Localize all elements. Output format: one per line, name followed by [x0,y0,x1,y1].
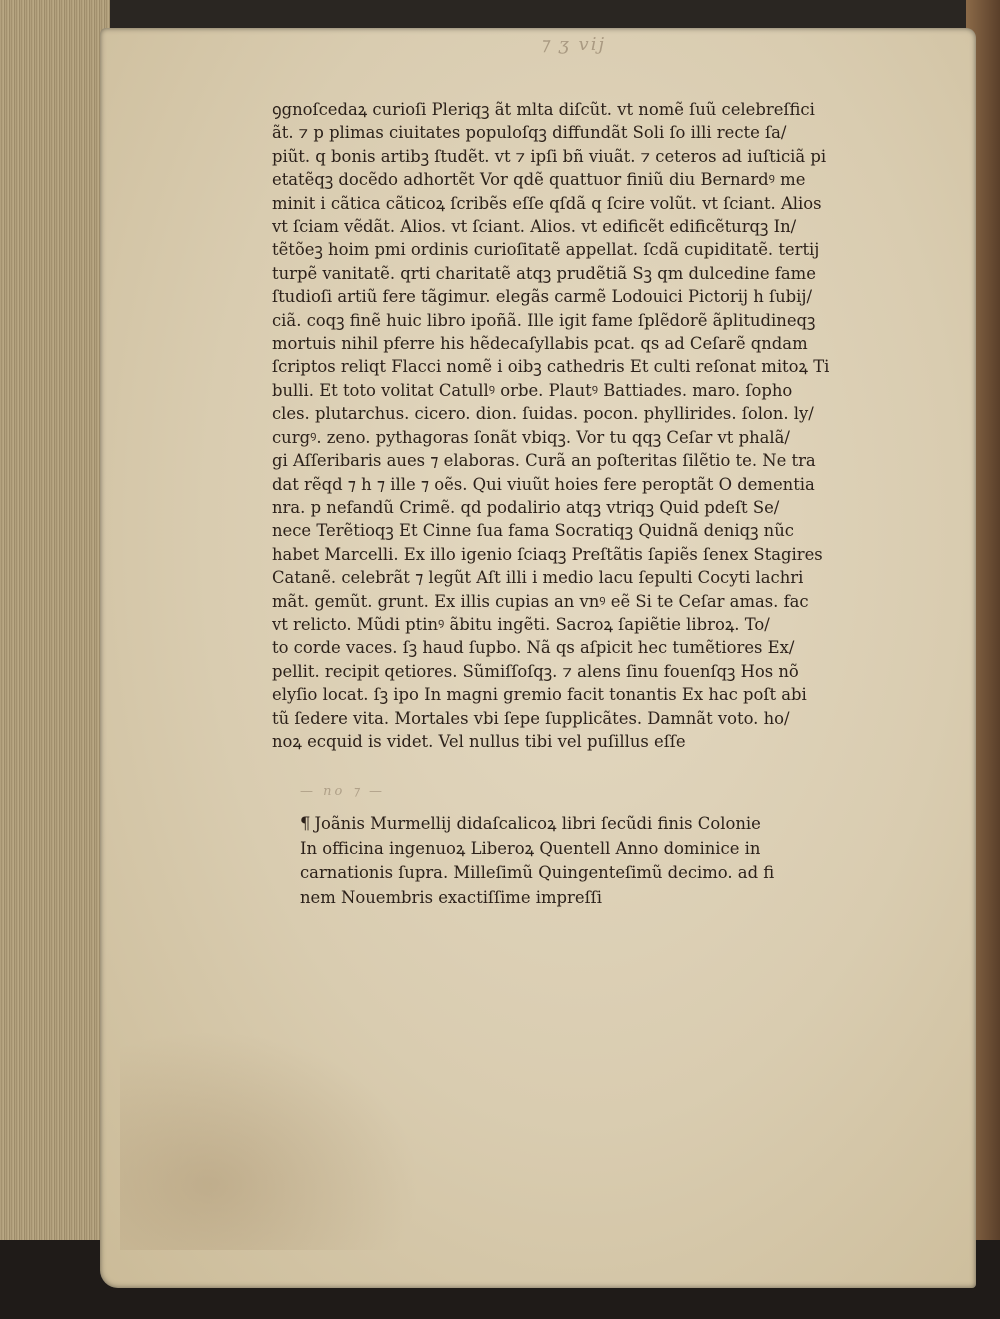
text-line: ciã. coqꝫ finẽ huic libro ipoñã. Ille igit fame ſplẽdorẽ ãplitudineqꝫ [272,310,816,330]
text-line: noꝝ ecquid is videt. Vel nullus tibi vel puſillus eſſe [272,731,686,751]
text-line: curgꝰ. zeno. pythagoras ſonãt vbiqꝫ. Vor tu qqꝫ Ceſar vt phalã/ [272,427,790,447]
colophon-line: nem Nouembris exactiſſime impreſſi [300,887,602,907]
text-line: cles. plutarchus. cicero. dion. ſuidas. pocon. phyllirides. ſolon. ly/ [272,404,814,424]
text-line: tẽtõeꝫ hoim pmi ordinis curioſitatẽ appellat. ſcdã cupiditatẽ. tertij [272,240,820,260]
text-line: nra. p nefandũ Crimẽ. qd podalirio atqꝫ vtriqꝫ Quid pdeſt Se/ [272,497,780,517]
main-text-block [272,98,884,753]
text-line: habet Marcelli. Ex illo igenio ſciaqꝫ Preſtãtis ſapiẽs ſenex Stagires [272,544,823,564]
text-line: minit i cãtica cãticoꝝ ſcribẽs eſſe qſdã q ſcire volũt. vt ſciant. Alios [272,193,822,213]
text-line: mortuis nihil pferre his hẽdecaſyllabis pcat. qs ad Ceſarẽ qndam [272,334,808,354]
text-line: gi Aſſeribaris aues ⁊ elaboras. Curã an poſteritas ſilẽtio te. Ne tra [272,451,816,471]
text-line: nece Terẽtioqꝫ Et Cinne ſua fama Socratiqꝫ Quidnã deniqꝫ nũc [272,521,794,541]
text-line: turpẽ vanitatẽ. qrti charitatẽ atqꝫ prudẽtiã Sꝫ qm dulcedine fame [272,263,816,283]
text-line: elyſio locat. ſꝫ ipo In magni gremio facit tonantis Ex hac poſt abi [272,685,807,705]
text-line: dat rẽqd ⁊ h ⁊ ille ⁊ oẽs. Qui viuũt hoies fere peroptãt O dementia [272,474,815,494]
text-line: ſcriptos reliqt Flacci nomẽ i oibꝫ cathedris Et culti reſonat mitoꝝ Ti [272,357,830,377]
colophon-line: carnationis ſupra. Milleſimũ Quingenteſimũ decimo. ad fi [300,863,775,882]
text-line: etatẽqꝫ docẽdo adhortẽt Vor qdẽ quattuor finiũ diu Bernardꝰ me [272,170,806,190]
text-line: ãt. ⁊ p plimas ciuitates populoſqꝫ diffundãt Soli ſo illi recte ſa/ [272,123,787,143]
text-line: ꝯgnoſcedaꝝ curioſi Pleriqꝫ ãt mlta diſcũt. vt nomẽ ſuũ celebreſfici [272,100,815,119]
pilcrow-icon: ¶ [300,814,311,833]
text-line: piũt. q bonis artibꝫ ſtudẽt. vt ⁊ ipſi bñ viuãt. ⁊ ceteros ad iuſticiã pi [272,146,827,166]
text-line: to corde vaces. ſꝫ haud ſupbo. Nã qs aſpicit hec tumẽtiores Ex/ [272,638,795,658]
colophon-block [300,812,860,910]
colophon-text: Joãnis Murmellij didaſcalicoꝝ libri ſecũdi finis Colonie [314,814,761,833]
book-fore-edge [0,0,110,1319]
faded-handwritten-note: — no ⁊ — [300,784,386,799]
text-line: vt ſciam vẽdãt. Alios. vt ſciant. Alios. vt edificẽt edificẽturqꝫ In/ [272,217,797,237]
top-handwritten-note: ⁊ ʒ vij [540,34,607,55]
text-line: bulli. Et toto volitat Catullꝰ orbe. Plautꝰ Battiades. maro. ſopho [272,380,793,400]
text-line: mãt. gemũt. grunt. Ex illis cupias an vnꝰ eẽ Si te Ceſar amas. fac [272,591,809,611]
page-stain [120,1030,420,1250]
text-line: ſtudioſi artiũ fere tãgimur. elegãs carmẽ Lodouici Pictorij h ſubij/ [272,287,813,307]
colophon-line: In officina ingenuoꝝ Liberoꝝ Quentell Anno dominice in [300,838,761,858]
text-line: tũ ſedere vita. Mortales vbi ſepe ſupplicãtes. Damnãt voto. ho/ [272,708,790,728]
text-line: vt relicto. Mũdi ptinꝰ ãbitu ingẽti. Sacroꝝ ſapiẽtie libroꝝ. To/ [272,614,770,634]
text-line: Catanẽ. celebrãt ⁊ legũt Aſt illi i medio lacu ſepulti Cocyti lachri [272,568,804,588]
colophon-line [300,812,860,837]
text-line: pellit. recipit qetiores. Sũmiſſoſqꝫ. ⁊ alens ſinu fouenſqꝫ Hos nõ [272,661,799,681]
